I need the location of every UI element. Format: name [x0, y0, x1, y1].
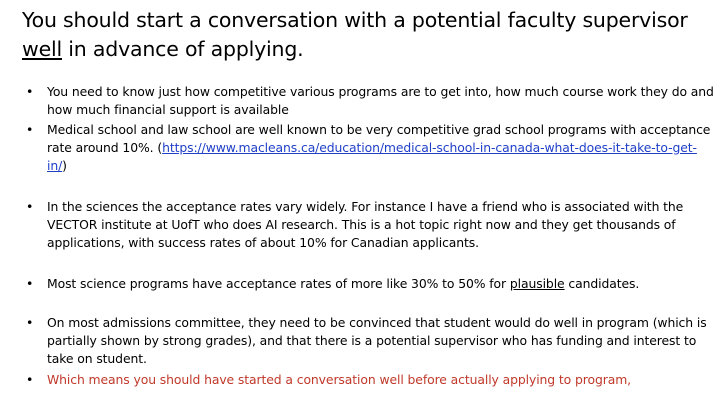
bullet-icon: •	[26, 199, 34, 214]
underlined-word: plausible	[509, 276, 565, 291]
list-item-highlight	[47, 371, 715, 389]
bullet-icon: •	[26, 276, 34, 291]
bullet-icon: •	[26, 372, 34, 387]
title-underlined-word: well	[22, 37, 62, 61]
bullet-icon: •	[26, 315, 34, 330]
list-item	[47, 121, 715, 175]
list-item-text: In the sciences the acceptance rates vary widely. For instance I have a friend who is associated with the VECTOR institute at UofT who does AI research. This is a hot topic right now and they get thousands of applications, with success rates of about 10% for Canadian applicants.	[47, 199, 684, 250]
bullet-icon: •	[26, 122, 34, 137]
list-item-text: Medical school and law school are well known to be very competitive grad school programs with acceptance rate around 10%. (	[47, 122, 711, 155]
list-item	[47, 314, 715, 368]
title-line2-rest: in advance of applying.	[61, 37, 304, 61]
list-item	[47, 83, 715, 119]
list-item	[47, 198, 715, 252]
macleans-link[interactable]: https://www.macleans.ca/education/medical-school-in-canada-what-does-it-take-to-get-in/	[47, 140, 697, 173]
list-item	[47, 275, 715, 293]
title-line1: You should start a conversation with a potential faculty supervisor	[22, 8, 688, 32]
list-item-text: candidates.	[564, 276, 640, 291]
list-item-text: You need to know just how competitive various programs are to get into, how much course work they do and how much financial support is available	[47, 84, 714, 117]
list-item-text: On most admissions committee, they need to be convinced that student would do well in program (which is partially shown by strong grades), and that there is a potential supervisor who has funding and interest to take on student.	[47, 315, 707, 366]
list-item-text: Most science programs have acceptance rates of more like 30% to 50% for	[47, 276, 510, 291]
bullet-icon: •	[26, 84, 34, 99]
list-item-text: )	[62, 158, 67, 173]
slide-title	[22, 6, 712, 64]
list-item-text: Which means you should have started a conversation well before actually applying to program,	[47, 372, 632, 387]
